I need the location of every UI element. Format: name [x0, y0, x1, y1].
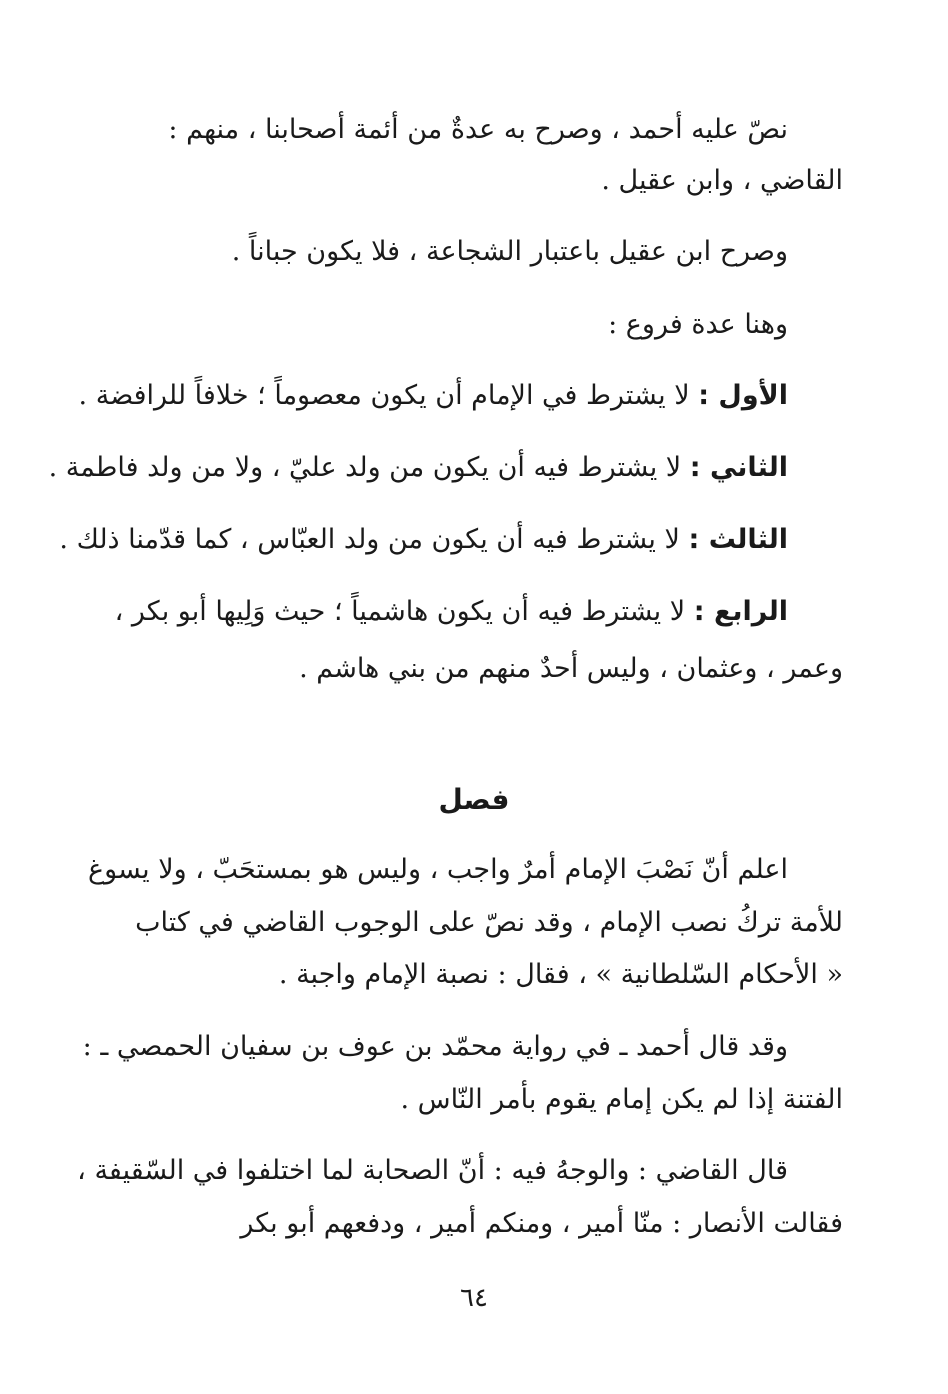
- branch-term: الرابع :: [693, 596, 788, 627]
- branch-second: [48, 448, 788, 488]
- paragraph-line: وصرح ابن عقيل باعتبار الشجاعة ، فلا يكون جباناً .: [231, 236, 788, 267]
- paragraph-line: القاضي ، وابن عقيل .: [601, 165, 843, 196]
- branch-text: لا يشترط فيه أن يكون من ولد عليّ ، ولا من ولد فاطمة .: [48, 452, 690, 483]
- paragraph-line: وعمر ، وعثمان ، وليس أحدٌ منهم من بني هاشم .: [299, 653, 843, 684]
- section-heading: فصل: [438, 783, 510, 816]
- branch-term: الثالث :: [688, 524, 788, 555]
- paragraph-line: « الأحكام السّلطانية » ، فقال : نصبة الإمام واجبة .: [278, 959, 843, 990]
- paragraph-line: فقالت الأنصار : منّا أمير ، ومنكم أمير ، ودفعهم أبو بكر: [240, 1208, 843, 1239]
- branch-fourth: [100, 592, 788, 632]
- branch-first: [78, 376, 788, 416]
- branch-term: الأول :: [698, 380, 788, 411]
- paragraph-line: اعلم أنّ نَصْبَ الإمام أمرٌ واجب ، وليس هو بمستحَبّ ، ولا يسوغ: [87, 854, 788, 885]
- branch-third: [59, 520, 788, 560]
- paragraph-line: قال القاضي : والوجهُ فيه : أنّ الصحابة لما اختلفوا في السّقيفة ،: [77, 1155, 788, 1186]
- paragraph-line: الفتنة إذا لم يكن إمام يقوم بأمر النّاس .: [400, 1084, 843, 1115]
- paragraph-line: نصّ عليه أحمد ، وصرح به عدةٌ من أئمة أصحابنا ، منهم :: [168, 114, 788, 145]
- paragraph-line: للأمة تركُ نصب الإمام ، وقد نصّ على الوجوب القاضي في كتاب: [135, 907, 843, 938]
- branch-text: لا يشترط فيه أن يكون من ولد العبّاس ، كما قدّمنا ذلك .: [59, 524, 689, 555]
- paragraph-line: وهنا عدة فروع :: [608, 309, 788, 340]
- branch-text: لا يشترط في الإمام أن يكون معصوماً ؛ خلافاً للرافضة .: [78, 380, 699, 411]
- branch-term: الثاني :: [689, 452, 788, 483]
- page-number: ٦٤: [460, 1283, 488, 1313]
- branch-text: لا يشترط فيه أن يكون هاشمياً ؛ حيث وَلِيها أبو بكر ،: [114, 596, 694, 627]
- paragraph-line: وقد قال أحمد ـ في رواية محمّد بن عوف بن سفيان الحمصي ـ :: [82, 1031, 788, 1062]
